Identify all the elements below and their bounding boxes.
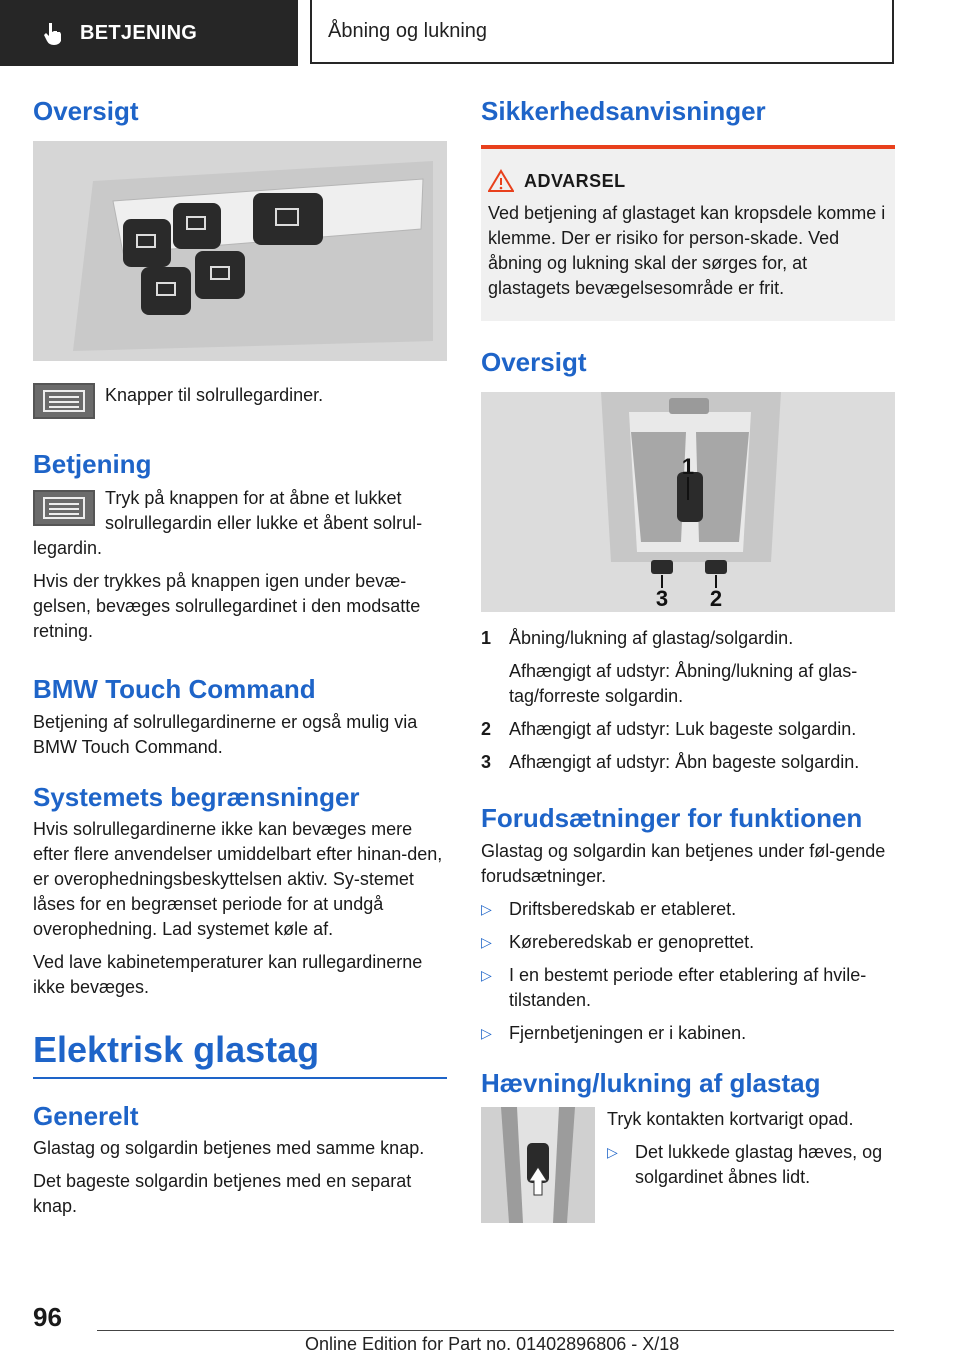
condition-text: Fjernbetjeningen er i kabinen.: [509, 1022, 747, 1043]
right-column: [481, 96, 895, 1223]
raise-bullet-text: Det lukkede glastag hæves, og solgardinet åbnes lidt.: [635, 1141, 883, 1187]
conditions-heading: Forudsætninger for funktionen: [481, 803, 863, 834]
left-column: [33, 96, 447, 1219]
icon-caption: Knapper til solrullegardiner.: [105, 385, 324, 406]
overview-heading: Oversigt: [481, 347, 587, 378]
roof-console-illustration: [481, 392, 895, 612]
oversigt-heading: Oversigt: [33, 96, 139, 126]
raise-text: [607, 1107, 895, 1223]
page-number: 96: [33, 1302, 62, 1332]
touch-command-heading: BMW Touch Command: [33, 674, 316, 705]
list-item: [481, 963, 895, 1013]
list-item: [481, 930, 895, 955]
betjening-paragraph-1: Tryk på knappen for at åbne et lukket solrullegardin eller lukke et åbent solrul‐legardin.: [33, 488, 423, 559]
edition-text: Online Edition for Part no. 01402896806 - X/18: [305, 1334, 680, 1354]
generelt-paragraph-1: Glastag og solgardin betjenes med samme knap.: [33, 1138, 425, 1159]
item-text: Åbning/lukning af glastag/solgardin.: [509, 628, 794, 649]
roof-switch-illustration: [481, 1107, 595, 1223]
topic-tab: [310, 0, 894, 64]
warning-box: [481, 145, 895, 321]
raise-list: [607, 1140, 895, 1190]
warning-label: ADVARSEL: [524, 170, 626, 191]
generelt-paragraph-2: Det bageste solgardin betjenes med en separat knap.: [33, 1171, 412, 1217]
limits-paragraph-1: Hvis solrullegardinerne ikke kan bevæges mere efter flere anvendelser umiddelbart efter hinan‐den, er overophedningsbeskyttelsen aktiv. Sy‐stemet låses for en begrænset periode for at undgå overophedning. Lad systemet køle af.: [33, 818, 443, 939]
conditions-intro: Glastag og solgardin kan betjenes under føl‐gende forudsætninger.: [481, 840, 886, 886]
photo-label-3: 3: [655, 586, 669, 612]
list-item: [481, 717, 895, 742]
bullet-triangle-icon: ▷: [481, 900, 492, 917]
window-switch-photo: [33, 141, 447, 361]
numbered-list: [481, 626, 895, 775]
limits-heading: Systemets begrænsninger: [33, 781, 360, 812]
glastag-heading: Elektrisk glastag: [33, 1028, 447, 1079]
footer-divider: [97, 1330, 894, 1331]
safety-heading: Sikkerhedsanvisninger: [481, 96, 766, 126]
conditions-list: [481, 897, 895, 1046]
limits-paragraph-2: Ved lave kabinetemperaturer kan rullegardinerne ikke bevæges.: [33, 951, 423, 997]
bullet-triangle-icon: ▷: [481, 1024, 492, 1041]
roof-console-photo: [481, 392, 895, 612]
warning-text: Ved betjening af glastaget kan kropsdele komme i klemme. Der er risiko for person‐skade. Ved åbning og lukning skal der sørges for, at glastagets bevægelsesområde er frit.: [488, 203, 886, 299]
window-switch-illustration: [33, 141, 447, 361]
item-number: 2: [481, 719, 492, 740]
page-footer: [0, 1290, 960, 1362]
betjening-heading: Betjening: [33, 449, 152, 480]
raise-heading: Hævning/lukning af glastag: [481, 1067, 821, 1098]
item-number: 3: [481, 752, 492, 773]
bullet-triangle-icon: ▷: [607, 1143, 618, 1160]
sunblind-button-icon: [33, 490, 95, 526]
section-label: BETJENING: [80, 21, 198, 44]
warning-title-row: [488, 169, 887, 193]
generelt-heading: Generelt: [33, 1100, 139, 1131]
touch-command-paragraph: Betjening af solrullegardinerne er også mulig via BMW Touch Command.: [33, 711, 418, 757]
roof-switch-photo: [481, 1107, 595, 1223]
icon-caption-row: [33, 383, 447, 419]
list-item: [481, 750, 895, 775]
item-number: 1: [481, 628, 492, 649]
item-subtext: Afhængigt af udstyr: Åbning/lukning af glas‐tag/forreste solgardin.: [509, 661, 858, 707]
warning-triangle-icon: [488, 169, 514, 193]
photo-label-1: 1: [681, 454, 695, 480]
betjening-block: [33, 486, 447, 561]
bullet-triangle-icon: ▷: [481, 966, 492, 983]
section-tab: [0, 0, 298, 66]
topic-label: Åbning og lukning: [328, 19, 488, 42]
photo-label-2: 2: [709, 586, 723, 612]
condition-text: I en bestemt periode efter etablering af hvile‐tilstanden.: [509, 964, 867, 1010]
hand-pointer-icon: [40, 20, 66, 46]
list-item: [481, 897, 895, 922]
condition-text: Køreberedskab er genoprettet.: [509, 931, 755, 952]
item-text: Afhængigt af udstyr: Åbn bageste solgardin.: [509, 752, 860, 773]
bullet-triangle-icon: ▷: [481, 933, 492, 950]
condition-text: Driftsberedskab er etableret.: [509, 898, 737, 919]
raise-block: [481, 1107, 895, 1223]
page-header: [0, 0, 960, 66]
sunblind-button-icon: [33, 383, 95, 419]
list-item: [481, 1021, 895, 1046]
raise-paragraph: Tryk kontakten kortvarigt opad.: [607, 1108, 854, 1129]
list-item: [607, 1140, 895, 1190]
list-item: [481, 626, 895, 709]
betjening-paragraph-2: Hvis der trykkes på knappen igen under bevæ‐gelsen, bevæges solrullegardinet i den modsatte retning.: [33, 571, 421, 642]
item-text: Afhængigt af udstyr: Luk bageste solgardin.: [509, 719, 857, 740]
